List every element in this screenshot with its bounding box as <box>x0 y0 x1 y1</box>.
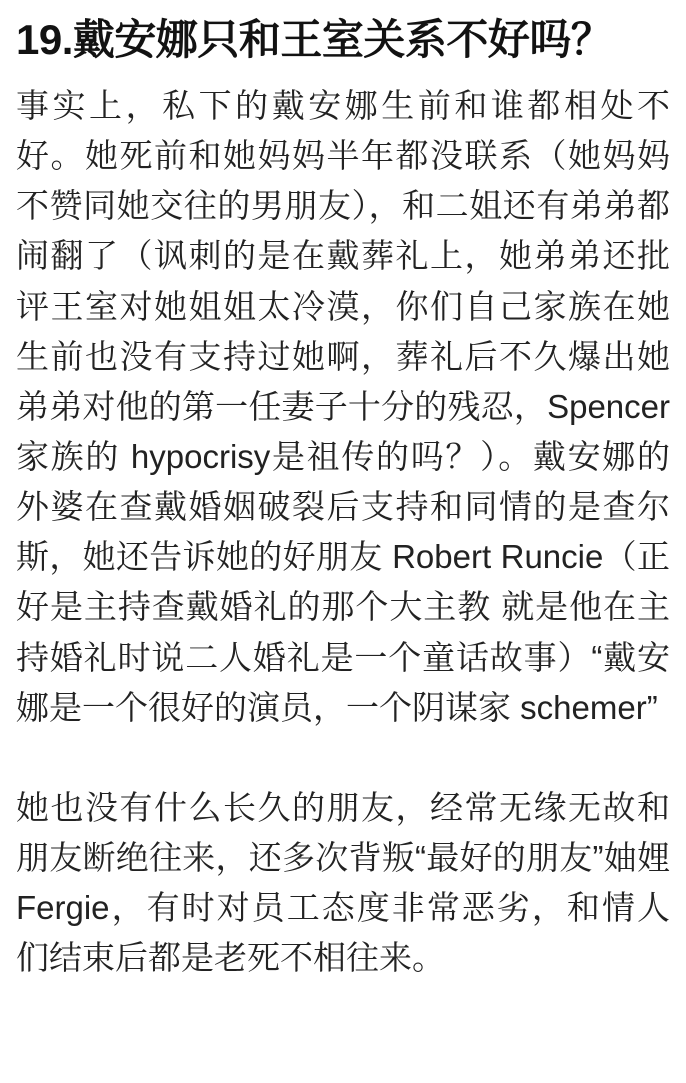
article-body <box>16 81 670 984</box>
paragraph: 她也没有什么长久的朋友，经常无缘无故和朋友断绝往来，还多次背叛“最好的朋友”妯娌 Fergie，有时对员工态度非常恶劣，和情人们结束后都是老死不相往来。 <box>16 788 670 977</box>
page-title: 19.戴安娜只和王室关系不好吗？ <box>16 16 613 63</box>
paragraph: 事实上，私下的戴安娜生前和谁都相处不好。她死前和她妈妈半年都没联系（她妈妈不赞同她交往的男朋友），和二姐还有弟弟都闹翻了（讽刺的是在戴葬礼上，她弟弟还批评王室对她姐姐太冷漠，你们自己家族在她生前也没有支持过她啊，葬礼后不久爆出她弟弟对他的第一任妻子十分的残忍，Spencer家族的 hypocrisy是祖传的吗？）。戴安娜的外婆在查戴婚姻破裂后支持和同情的是查尔斯，她还告诉她的好朋友 Robert Runcie（正好是主持查戴婚礼的那个大主教 就是他在主持婚礼时说二人婚礼是一个童话故事）“戴安娜是一个很好的演员，一个阴谋家 schemer” <box>16 86 670 726</box>
